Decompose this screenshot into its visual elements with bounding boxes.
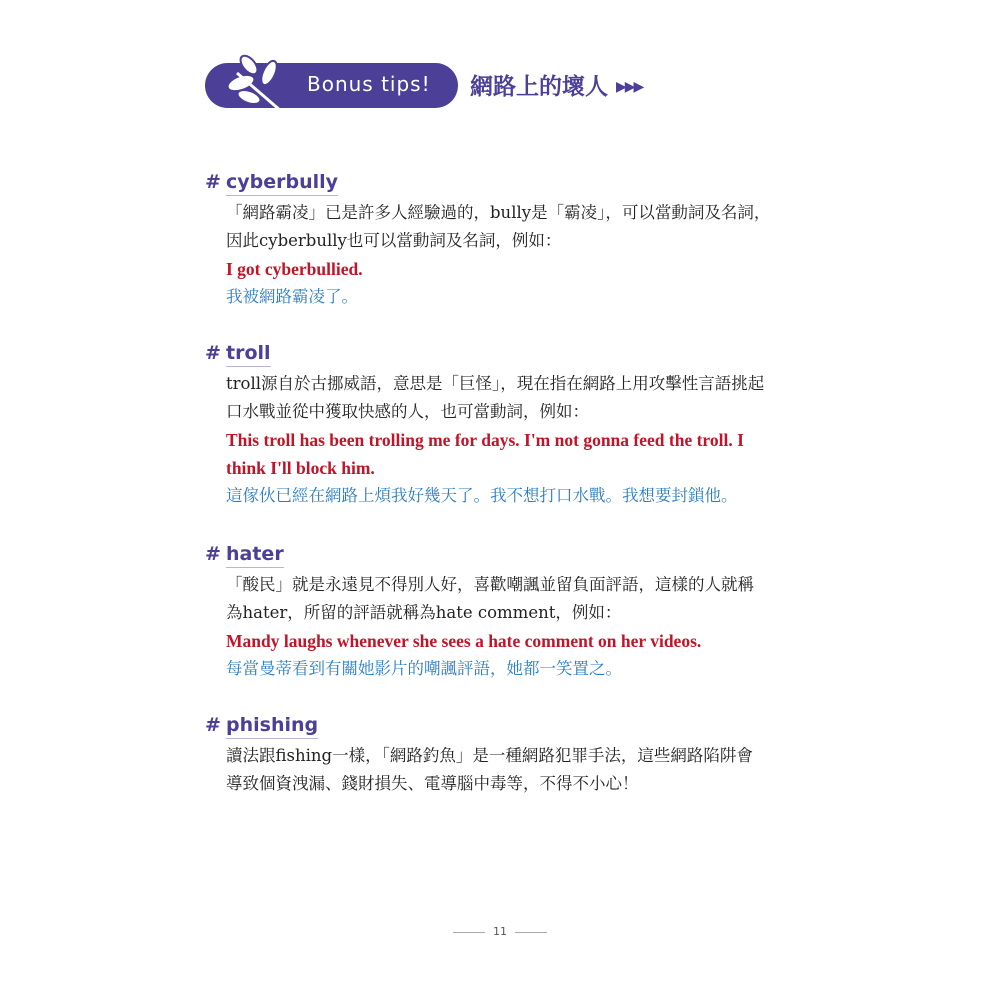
example-english: Mandy laughs whenever she sees a hate comment on her videos. xyxy=(226,631,702,651)
example-english: think I'll block him. xyxy=(226,458,375,478)
triple-arrow-icon: ▶▶▶ xyxy=(616,79,643,95)
term: hater xyxy=(226,543,284,568)
hash: # xyxy=(205,543,221,565)
body-line: 讀法跟fishing一樣，「網路釣魚」是一種網路犯罪手法，這些網路陷阱會 xyxy=(226,746,753,765)
term: phishing xyxy=(226,714,318,739)
term: cyberbully xyxy=(226,171,338,196)
term: troll xyxy=(226,342,271,367)
example-english: I got cyberbullied. xyxy=(226,259,363,279)
section-troll xyxy=(205,342,805,510)
term-heading xyxy=(205,714,805,742)
divider xyxy=(515,932,547,933)
example-chinese: 這傢伙已經在網路上煩我好幾天了。我不想打口水戰。我想要封鎖他。 xyxy=(226,486,738,505)
hash: # xyxy=(205,171,221,193)
body-line: 導致個資洩漏、錢財損失、電導腦中毒等，不得不小心！ xyxy=(226,774,639,793)
body-line: troll源自於古挪威語，意思是「巨怪」，現在指在網路上用攻擊性言語挑起 xyxy=(226,374,765,393)
badge-label: Bonus tips! xyxy=(307,72,431,96)
example-chinese: 每當曼蒂看到有關她影片的嘲諷評語，她都一笑置之。 xyxy=(226,659,622,678)
body-line: 為hater，所留的評語就稱為hate comment，例如： xyxy=(226,603,622,622)
term-heading xyxy=(205,342,805,370)
term-heading xyxy=(205,171,805,199)
section-phishing xyxy=(205,714,805,798)
section-hater xyxy=(205,543,805,683)
hash: # xyxy=(205,714,221,736)
section-cyberbully xyxy=(205,171,805,311)
example-english: This troll has been trolling me for days. I'm not gonna feed the troll. I xyxy=(226,430,744,450)
body-line: 因此cyberbully也可以當動詞及名詞，例如： xyxy=(226,231,562,250)
leaf-icon xyxy=(219,53,299,115)
divider xyxy=(453,932,485,933)
body-line: 「酸民」就是永遠見不得別人好，喜歡嘲諷並留負面評語，這樣的人就稱 xyxy=(226,575,754,594)
body-line: 「網路霸凌」已是許多人經驗過的，bully是「霸凌」，可以當動詞及名詞， xyxy=(226,203,771,222)
page-title xyxy=(470,68,642,101)
bonus-tips-badge xyxy=(205,63,458,108)
page-number xyxy=(0,925,1000,938)
hash: # xyxy=(205,342,221,364)
example-chinese: 我被網路霸凌了。 xyxy=(226,287,358,306)
title-text: 網路上的壞人 xyxy=(470,74,608,100)
body-line: 口水戰並從中獲取快感的人，也可當動詞，例如： xyxy=(226,402,589,421)
page-number-text: 11 xyxy=(493,925,507,938)
term-heading xyxy=(205,543,805,571)
